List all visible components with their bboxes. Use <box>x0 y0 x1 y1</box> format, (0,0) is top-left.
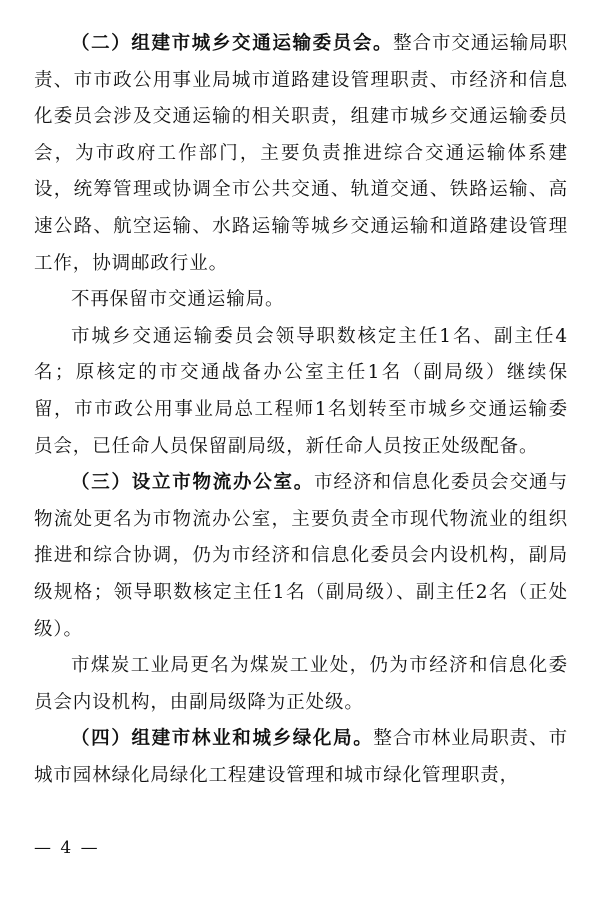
paragraph-text: 市煤炭工业局更名为煤炭工业处，仍为市经济和信息化委员会内设机构，由副局级降为正处级。 <box>34 655 568 713</box>
paragraph-text: 不再保留市交通运输局。 <box>71 289 285 311</box>
paragraph-no-longer-retained <box>34 282 568 319</box>
page-number: — 4 — <box>34 838 100 858</box>
paragraph-text: 市经济和信息化委员会交通与物流处更名为市物流办公室，主要负责全市现代物流业的组织推进和综合协调，仍为市经济和信息化委员会内设机构，副局级规格；领导职数核定主任1名（副局级）、副主任2名（正处级）。 <box>34 472 568 640</box>
paragraph-coal-bureau <box>34 648 568 721</box>
paragraph-section-four <box>34 721 568 794</box>
section-heading: （三）设立市物流办公室。 <box>71 472 314 494</box>
section-heading: （四）组建市林业和城乡绿化局。 <box>71 728 374 750</box>
document-body <box>34 26 568 794</box>
paragraph-section-two <box>34 26 568 282</box>
section-heading: （二）组建市城乡交通运输委员会。 <box>71 33 394 54</box>
paragraph-text: 整合市林业局职责、市城市园林绿化局绿化工程建设管理和城市绿化管理职责， <box>34 728 568 786</box>
paragraph-section-three <box>34 465 568 648</box>
paragraph-text: 市城乡交通运输委员会领导职数核定主任1名、副主任4名；原核定的市交通战备办公室主任1名（副局级）继续保留，市市政公用事业局总工程师1名划转至市城乡交通运输委员会，已任命人员保留副局级，新任命人员按正处级配备。 <box>34 325 568 457</box>
paragraph-leadership-posts <box>34 319 568 465</box>
paragraph-text: 整合市交通运输局职责、市市政公用事业局城市道路建设管理职责、市经济和信息化委员会涉及交通运输的相关职责，组建市城乡交通运输委员会，为市政府工作部门，主要负责推进综合交通运输体系建设，统筹管理或协调全市公共交通、轨道交通、铁路运输、高速公路、航空运输、水路运输等城乡交通运输和道路建设管理工作，协调邮政行业。 <box>34 33 568 274</box>
